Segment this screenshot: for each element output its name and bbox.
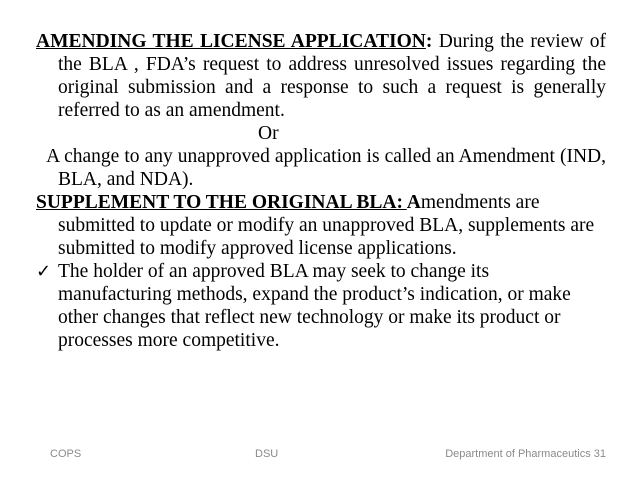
- slide-footer: [0, 448, 638, 464]
- amendment-heading-colon: :: [425, 31, 433, 52]
- or-separator: Or: [258, 123, 279, 144]
- bullet-text: The holder of an approved BLA may seek to change its manufacturing methods, expand the product’s indication, or make other changes that reflect new technology or make its product or processes more competitive.: [58, 261, 571, 351]
- supplement-body: mendments are submitted to update or modify an unapproved BLA, supplements are submitted to modify approved license applications.: [58, 192, 595, 259]
- check-icon: ✓: [36, 261, 52, 282]
- supplement-heading: SUPPLEMENT TO THE ORIGINAL BLA:: [36, 192, 407, 213]
- amendment-alt-paragraph: [36, 145, 606, 191]
- footer-center: DSU: [255, 448, 279, 460]
- amendment-alt-text: A change to any unapproved application is called an Amendment (IND, BLA, and NDA).: [46, 146, 606, 190]
- footer-left: COPS: [50, 448, 82, 460]
- bullet-paragraph: [36, 260, 606, 352]
- supplement-lead-letter: A: [406, 192, 421, 213]
- supplement-paragraph: [36, 191, 606, 260]
- amendment-paragraph: [36, 30, 606, 122]
- amendment-heading: AMENDING THE LICENSE APPLICATION: [36, 31, 426, 52]
- footer-right: Department of Pharmaceutics 31: [445, 448, 606, 460]
- slide-body: [36, 30, 606, 352]
- amendment-body: During the review of the BLA , FDA’s request to address unresolved issues regarding the original submission and a response to such a request is generally referred to as an amendment.: [58, 31, 606, 121]
